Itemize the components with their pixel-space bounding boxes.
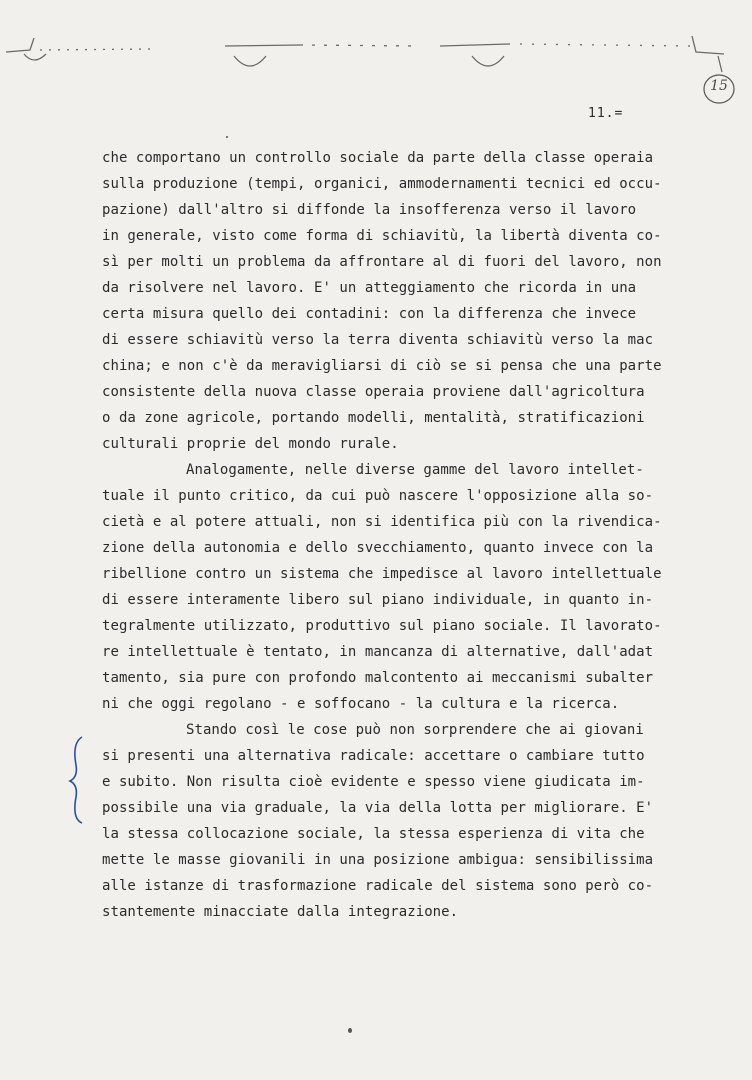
text-line: stantemente minacciate dalla integrazione. [102,904,459,920]
text-line: pazione) dall'altro si diffonde la insofferenza verso il lavoro [102,202,637,218]
text-line: mette le masse giovanili in una posizione ambigua: sensibilissima [102,852,654,868]
scan-speck [348,1028,352,1033]
text-line: ribellione contro un sistema che impedisce al lavoro intellettuale [102,566,662,582]
text-line: consistente della nuova classe operaia proviene dall'agricoltura [102,384,645,400]
text-line: zione della autonomia e dello svecchiamento, quanto invece con la [102,540,654,556]
text-line: che comportano un controllo sociale da parte della classe operaia [102,150,654,166]
text-line: tuale il punto critico, da cui può nascere l'opposizione alla so- [102,488,654,504]
text-line: cietà e al potere attuali, non si identifica più con la rivendica- [102,514,662,530]
text-line: tegralmente utilizzato, produttivo sul piano sociale. Il lavorato- [102,618,662,634]
body-text [102,145,682,925]
paragraph-1 [102,145,682,457]
text-line: possibile una via graduale, la via della lotta per migliorare. E' [102,800,654,816]
text-line: culturali proprie del mondo rurale. [102,436,399,452]
text-line: china; e non c'è da meravigliarsi di ciò se si pensa che una parte [102,358,662,374]
punch-hole-marks [0,0,752,90]
text-line: in generale, visto come forma di schiavitù, la libertà diventa co- [102,228,662,244]
page-number: 11.= [588,106,624,121]
text-line: ni che oggi regolano - e soffocano - la cultura e la ricerca. [102,696,620,712]
handwritten-folio-number [702,72,736,106]
margin-bracket-annotation [66,735,86,825]
text-line: di essere interamente libero sul piano individuale, in quanto in- [102,592,654,608]
text-line: si presenti una alternativa radicale: accettare o cambiare tutto [102,748,645,764]
text-line: alle istanze di trasformazione radicale del sistema sono però co- [102,878,654,894]
text-line: sì per molti un problema da affrontare al di fuori del lavoro, non [102,254,662,270]
text-line: certa misura quello dei contadini: con la differenza che invece [102,306,637,322]
text-line: e subito. Non risulta cioè evidente e spesso viene giudicata im- [102,774,645,790]
text-line: o da zone agricole, portando modelli, mentalità, stratificazioni [102,410,645,426]
text-line: di essere schiavitù verso la terra diventa schiavitù verso la mac [102,332,654,348]
text-line: la stessa collocazione sociale, la stessa esperienza di vita che [102,826,645,842]
scan-speck [226,136,228,138]
text-line: Stando così le cose può non sorprendere che ai giovani [186,722,644,738]
text-line: Analogamente, nelle diverse gamme del lavoro intellet- [186,462,644,478]
paragraph-2 [102,457,682,717]
text-line: tamento, sia pure con profondo malcontento ai meccanismi subalter [102,670,654,686]
paragraph-3 [102,717,682,925]
text-line: da risolvere nel lavoro. E' un atteggiamento che ricorda in una [102,280,637,296]
folio-label: 15 [710,78,728,94]
text-line: re intellettuale è tentato, in mancanza di alternative, dall'adat [102,644,654,660]
text-line: sulla produzione (tempi, organici, ammodernamenti tecnici ed occu- [102,176,662,192]
